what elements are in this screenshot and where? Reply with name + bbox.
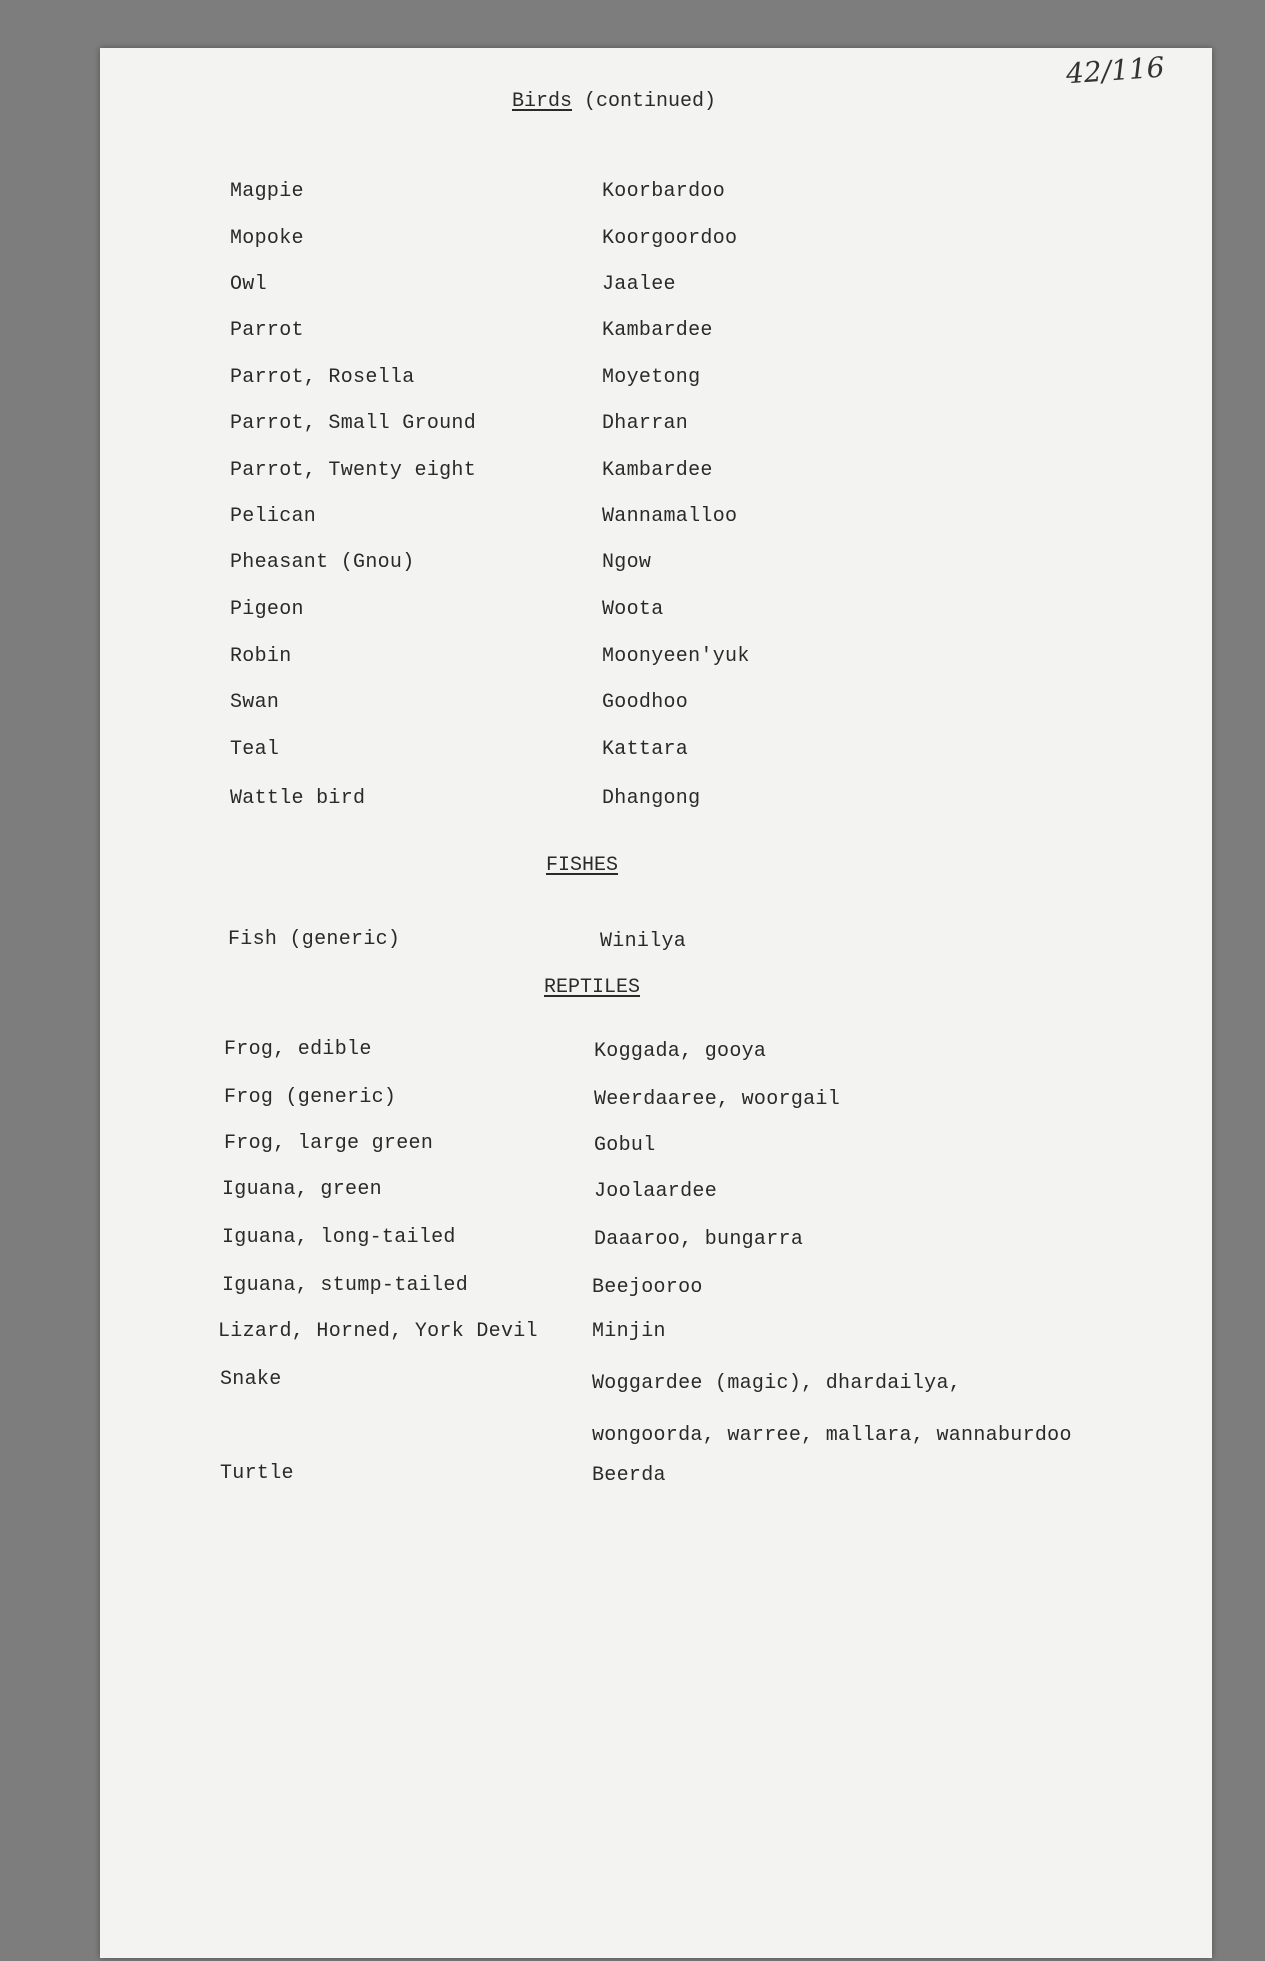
entry-aboriginal: Daaaroo, bungarra <box>594 1228 804 1251</box>
reptiles-heading: REPTILES <box>544 976 641 999</box>
entry-aboriginal: Koorbardoo <box>602 180 726 203</box>
birds-heading <box>512 90 716 113</box>
entry-aboriginal: Kattara <box>602 738 689 761</box>
entry-english: Frog (generic) <box>224 1086 397 1109</box>
entry-english: Iguana, green <box>222 1178 382 1201</box>
entry-aboriginal: Woota <box>602 598 664 621</box>
entry-english: Swan <box>230 691 280 714</box>
folio-number: 42/116 <box>1064 50 1166 91</box>
entry-english: Frog, large green <box>224 1132 434 1155</box>
entry-aboriginal: Gobul <box>594 1134 656 1157</box>
entry-aboriginal: Koggada, gooya <box>594 1040 767 1063</box>
entry-english: Teal <box>230 738 280 761</box>
birds-heading-word: Birds <box>512 90 573 113</box>
entry-english: Magpie <box>230 180 304 203</box>
entry-aboriginal: Moyetong <box>602 366 701 389</box>
entry-aboriginal: Beejooroo <box>592 1276 703 1299</box>
entry-aboriginal: Ngow <box>602 551 652 574</box>
entry-aboriginal: Joolaardee <box>594 1180 718 1203</box>
entry-aboriginal: wongoorda, warree, mallara, wannaburdoo <box>592 1424 1072 1447</box>
entry-english: Parrot, Twenty eight <box>230 459 477 482</box>
entry-english: Parrot <box>230 319 304 342</box>
birds-heading-rest: (continued) <box>572 90 717 113</box>
entry-aboriginal: Winilya <box>600 930 687 953</box>
entry-english: Mopoke <box>230 227 304 250</box>
entry-english: Frog, edible <box>224 1038 372 1061</box>
entry-aboriginal: Beerda <box>592 1464 666 1487</box>
entry-aboriginal: Goodhoo <box>602 691 689 714</box>
entry-aboriginal: Woggardee (magic), dhardailya, <box>592 1372 962 1395</box>
entry-aboriginal: Weerdaaree, woorgail <box>594 1088 841 1111</box>
entry-english: Turtle <box>220 1462 294 1485</box>
entry-aboriginal: Kambardee <box>602 319 713 342</box>
entry-aboriginal: Dharran <box>602 412 689 435</box>
entry-aboriginal: Kambardee <box>602 459 713 482</box>
entry-aboriginal: Koorgoordoo <box>602 227 738 250</box>
entry-english: Iguana, long-tailed <box>222 1226 456 1249</box>
entry-english: Lizard, Horned, York Devil <box>218 1320 538 1343</box>
entry-aboriginal: Dhangong <box>602 787 701 810</box>
entry-aboriginal: Jaalee <box>602 273 676 296</box>
entry-english: Pigeon <box>230 598 304 621</box>
entry-aboriginal: Moonyeen'yuk <box>602 645 750 668</box>
fishes-heading: FISHES <box>546 854 619 877</box>
entry-english: Pelican <box>230 505 317 528</box>
entry-english: Pheasant (Gnou) <box>230 551 415 574</box>
entry-aboriginal: Minjin <box>592 1320 666 1343</box>
entry-english: Robin <box>230 645 292 668</box>
document-page <box>100 48 1212 1958</box>
entry-english: Iguana, stump-tailed <box>222 1274 469 1297</box>
entry-english: Fish (generic) <box>228 928 401 951</box>
entry-english: Parrot, Rosella <box>230 366 415 389</box>
entry-english: Snake <box>220 1368 282 1391</box>
entry-english: Wattle bird <box>230 787 366 810</box>
entry-english: Parrot, Small Ground <box>230 412 477 435</box>
entry-english: Owl <box>230 273 267 296</box>
entry-aboriginal: Wannamalloo <box>602 505 738 528</box>
